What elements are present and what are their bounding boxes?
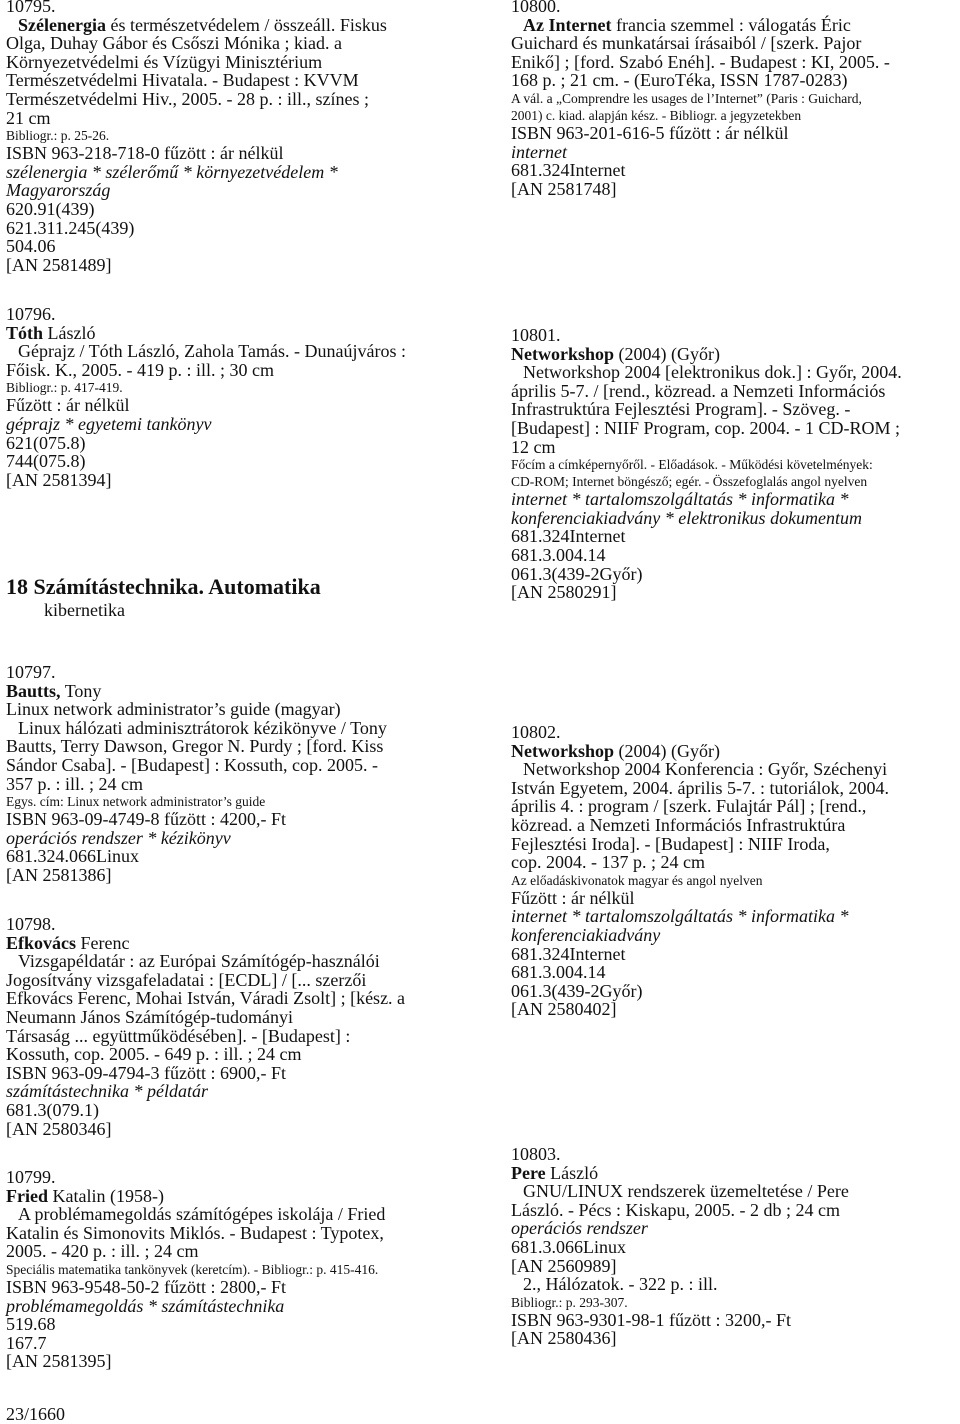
entry-10798 [6,915,405,1138]
entry-isbn: ISBN 963-09-4749-8 fűzött : 4200,- Ft [6,809,286,830]
entry-an: [AN 2581489] [6,254,112,275]
entry-note: Főcím a címképernyőről. - Előadások. - Működési követelmények: [511,457,873,473]
entry-class: 681.3.004.14 [511,962,606,983]
entry-subjects: konferenciakiadvány * elektronikus dokumentum [511,507,863,528]
entry-line: István Egyetem, 2004. április 5-7. : tutoriálok, 2004. [511,777,889,798]
entry-line: Sándor Csaba]. - [Budapest] : Kossuth, cop. 2005. - [6,754,378,775]
entry-subjects: internet * tartalomszolgáltatás * informatika * [511,906,849,927]
entry-line: Természetvédelmi Hivatala. - Budapest : KVVM [6,70,359,91]
entry-number: 10797. [6,662,56,682]
entry-line: Neumann János Számítógép-tudományi [6,1006,293,1027]
entry-number: 10796. [6,304,56,324]
entry-note: Bibliogr.: p. 417-419. [6,380,123,396]
entry-class: 167.7 [6,1332,47,1353]
entry-isbn: ISBN 963-9548-50-2 fűzött : 2800,- Ft [6,1276,286,1297]
entry-10795 [6,0,387,274]
entry-subjects: problémamegoldás * számítástechnika [6,1295,285,1316]
entry-class: 620.91(439) [6,198,95,219]
entry-isbn: ISBN 963-9301-98-1 fűzött : 3200,- Ft [511,1309,791,1330]
entry-class: 681.324Internet [511,943,626,964]
entry-class: 621.311.245(439) [6,217,135,238]
entry-line: Linux hálózati adminisztrátorok kézikönyve / Tony [18,717,387,738]
entry-author: Networkshop (2004) (Győr) [511,740,720,761]
entry-isbn: ISBN 963-218-718-0 fűzött : ár nélkül [6,143,284,164]
entry-author: Tóth László [6,322,96,343]
entry-line: [Budapest] : NIIF Program, cop. 2004. - 1 CD-ROM ; [511,417,900,438]
entry-title: Az Internet francia szemmel : válogatás Éric [523,14,851,35]
entry-line: 2005. - 420 p. : ill. ; 24 cm [6,1241,199,1262]
entry-note: Egys. cím: Linux network administrator’s guide [6,794,266,810]
entry-line: cop. 2004. - 137 p. ; 24 cm [511,852,705,873]
entry-class: 504.06 [6,236,56,257]
entry-number: 10799. [6,1167,56,1187]
entry-line: Olga, Duhay Gábor és Csőszi Mónika ; kiad. a [6,33,342,54]
entry-an: [AN 2581394] [6,469,112,490]
section-title: 18 Számítástechnika. Automatika [6,574,321,599]
entry-line: Networkshop 2004 [elektronikus dok.] : Győr, 2004. [523,362,902,383]
entry-note: 2001) c. kiad. alapján kész. - Bibliogr. a jegyzetekben [511,107,802,123]
entry-line: Környezetvédelmi és Vízügyi Minisztérium [6,51,323,72]
entry-subjects: internet * tartalomszolgáltatás * informatika * [511,489,849,510]
entry-subjects: internet [511,141,567,162]
entry-subjects: számítástechnika * példatár [6,1081,208,1102]
entry-subjects: konferenciakiadvány [511,924,661,945]
entry-note: Bibliogr.: p. 25-26. [6,128,110,144]
section-subtitle: kibernetika [44,600,125,620]
entry-10803 [511,1145,849,1348]
entry-volume: 2., Hálózatok. - 322 p. : ill. [523,1274,718,1295]
entry-an: [AN 2581748] [511,178,617,199]
entry-line: Társaság ... együttműködésében]. - [Budapest] : [6,1025,351,1046]
page-number: 23/1660 [6,1404,66,1424]
entry-10797 [6,663,387,885]
entry-author: Fried Katalin (1958-) [6,1185,164,1206]
entry-class: 681.3.066Linux [511,1236,626,1257]
entry-number: 10803. [511,1144,561,1164]
entry-line: Networkshop 2004 Konferencia : Győr, Széchenyi [523,759,888,780]
entry-class: 061.3(439-2Győr) [511,563,643,584]
entry-author: Bautts, Tony [6,680,102,701]
entry-line: Vizsgapéldatár : az Európai Számítógép-használói [18,951,380,972]
section-heading [6,574,321,620]
entry-line: április 5-7. / [rend., közread. a Nemzeti Információs [511,380,886,401]
entry-10799 [6,1168,385,1371]
entry-line: 12 cm [511,436,556,457]
entry-class: 744(075.8) [6,451,86,472]
entry-author: Networkshop (2004) (Győr) [511,343,720,364]
entry-line: 168 p. ; 21 cm. - (EuroTéka, ISSN 1787-0283) [511,70,848,91]
entry-uniform-title: Linux network administrator’s guide (magyar) [6,699,341,720]
entry-10796 [6,305,406,489]
entry-isbn: Fűzött : ár nélkül [6,395,130,416]
entry-subjects: Magyarország [6,180,111,201]
entry-number: 10800. [511,0,561,16]
entry-line: Természetvédelmi Hiv., 2005. - 28 p. : ill., színes ; [6,88,369,109]
entry-class: 681.3.004.14 [511,544,606,565]
entry-note: Speciális matematika tankönyvek (keretcím). - Bibliogr.: p. 415-416. [6,1261,379,1277]
entry-an: [AN 2581386] [6,864,112,885]
entry-class: 519.68 [6,1314,56,1335]
entry-note: A vál. a „Comprendre les usages de l’Internet” (Paris : Guichard, [511,90,862,106]
entry-isbn: Fűzött : ár nélkül [511,887,635,908]
entry-line: Fejlesztési Iroda]. - [Budapest] : NIIF Iroda, [511,833,830,854]
entry-line: április 4. : program / [szerk. Fulajtár Pál] ; [rend., [511,796,867,817]
entry-line: Géprajz / Tóth László, Zahola Tamás. - Dunaújváros : [18,341,406,362]
entry-line: 21 cm [6,107,51,128]
entry-class: 061.3(439-2Győr) [511,980,643,1001]
entry-note: Az előadáskivonatok magyar és angol nyelven [511,872,763,888]
entry-line: 357 p. : ill. ; 24 cm [6,773,143,794]
entry-isbn: ISBN 963-201-616-5 fűzött : ár nélkül [511,122,789,143]
entry-line: Jogosítvány vizsgafeladatai : [ECDL] / [... szerzői [6,969,367,990]
entry-10801 [511,326,902,602]
entry-line: GNU/LINUX rendszerek üzemeltetése / Pere [523,1181,849,1202]
entry-line: László. - Pécs : Kiskapu, 2005. - 2 db ; 24 cm [511,1199,840,1220]
entry-author: Pere László [511,1162,599,1183]
entry-subjects: géprajz * egyetemi tankönyv [6,413,212,434]
entry-line: Bautts, Terry Dawson, Gregor N. Purdy ; [ford. Kiss [6,736,384,757]
entry-an: [AN 2580346] [6,1118,112,1139]
entry-an: [AN 2580436] [511,1328,617,1349]
entry-subjects: szélenergia * szélerőmű * környezetvédelem * [6,161,338,182]
entry-note: CD-ROM; Internet böngésző; egér. - Összefoglalás angol nyelven [511,474,868,490]
entry-line: Enikő] ; [ford. Szabó Enéh]. - Budapest : KI, 2005. - [511,51,890,72]
entry-subjects: operációs rendszer [511,1218,648,1239]
entry-title: Szélenergia és természetvédelem / összeáll. Fiskus [18,14,387,35]
entry-class: 681.324Internet [511,526,626,547]
entry-an: [AN 2580402] [511,999,617,1020]
entry-an: [AN 2581395] [6,1351,112,1372]
entry-10802 [511,723,889,1019]
entry-an: [AN 2560989] [511,1255,617,1276]
entry-class: 621(075.8) [6,432,86,453]
entry-number: 10798. [6,914,56,934]
entry-author: Efkovács Ferenc [6,932,130,953]
entry-line: Katalin és Simonovits Miklós. - Budapest : Typotex, [6,1222,384,1243]
entry-number: 10801. [511,325,561,345]
entry-number: 10802. [511,722,561,742]
entry-class: 681.3(079.1) [6,1099,99,1120]
entry-subjects: operációs rendszer * kézikönyv [6,827,231,848]
entry-line: Kossuth, cop. 2005. - 649 p. : ill. ; 24 cm [6,1044,302,1065]
entry-line: A problémamegoldás számítógépes iskolája / Fried [18,1204,386,1225]
entry-number: 10795. [6,0,56,16]
entry-line: Efkovács Ferenc, Mohai István, Váradi Zsolt] ; [kész. a [6,988,406,1009]
entry-line: Főisk. K., 2005. - 419 p. : ill. ; 30 cm [6,359,275,380]
entry-line: közread. a Nemzeti Információs Infrastruktúra [511,814,846,835]
entry-class: 681.324.066Linux [6,846,139,867]
entry-line: Infrastruktúra Fejlesztési Program]. - Szöveg. - [511,399,851,420]
entry-class: 681.324Internet [511,160,626,181]
entry-an: [AN 2580291] [511,582,617,603]
entry-10800 [511,0,890,198]
entry-line: Guichard és munkatársai írásaiból / [szerk. Pajor [511,33,862,54]
entry-note: Bibliogr.: p. 293-307. [511,1294,628,1310]
entry-isbn: ISBN 963-09-4794-3 fűzött : 6900,- Ft [6,1062,286,1083]
